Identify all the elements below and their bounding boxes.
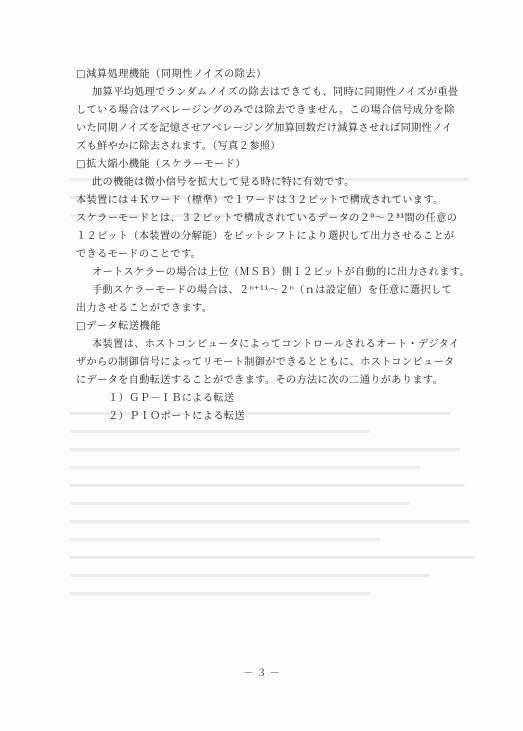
body-line: スケラーモードとは、３２ビットで構成されているデータの２⁰～２³¹間の任意の <box>76 213 458 224</box>
body-line: 加算平均処理でランダムノイズの除去はできても、同時に同期性ノイズが重畳 <box>92 87 459 98</box>
bleed-through-mark <box>70 484 465 487</box>
bleed-through-mark <box>70 520 470 523</box>
body-line: １２ビット（本装置の分解能）をビットシフトにより選択して出力させることが <box>76 231 455 242</box>
bleed-through-mark <box>70 592 370 595</box>
list-item: ２）ＰＩＯポートによる転送 <box>108 411 245 422</box>
list-item: １）ＧＰ－ＩＢによる転送 <box>108 393 235 404</box>
bleed-through-mark <box>70 430 370 433</box>
body-line: にデータを自動転送することができます。その方法に次の二通りがあります。 <box>76 375 444 386</box>
body-line: ズも鮮やかに除去されます。（写真２参照） <box>76 141 281 152</box>
body-line: 本装置には４Ｋワード（標準）で１ワードは３２ビットで構成されています。 <box>76 195 444 206</box>
bleed-through-mark <box>70 502 410 505</box>
bleed-through-mark <box>70 574 430 577</box>
body-line: 此の機能は微小信号を拡大して見る時に特に有効です。 <box>92 177 355 188</box>
section-heading-scaler: □拡大縮小機能（スケラーモード） <box>76 159 247 170</box>
section-heading-subtraction: □減算処理機能（同期性ノイズの除去） <box>76 69 267 80</box>
body-line: 本装置は、ホストコンピュータによってコントロールされるオート・デジタイ <box>92 339 460 350</box>
bleed-through-mark <box>70 538 380 541</box>
body-line: している場合はアベレージングのみでは除去できません。この場合信号成分を除 <box>76 105 455 116</box>
body-line: 出力させることができます。 <box>76 303 213 314</box>
body-line: ザからの制御信号によってリモート制御ができるとともに、ホストコンピュータ <box>76 357 455 368</box>
bleed-through-mark <box>70 448 460 451</box>
body-line: できるモードのことです。 <box>76 249 202 260</box>
section-heading-data-transfer: □データ転送機能 <box>76 321 161 332</box>
bleed-through-mark <box>70 466 420 469</box>
body-line: オートスケラーの場合は上位（ＭＳＢ）側１２ビットが自動的に出力されます。 <box>92 267 471 278</box>
body-line: いた同期ノイズを記憶させアベレージング加算回数だけ減算させれば同期性ノイ <box>76 123 453 134</box>
body-line: 手動スケラーモードの場合は、２ⁿ⁺¹¹～２ⁿ（ｎは設定値）を任意に選択して <box>92 285 453 296</box>
page-number: － ３ － <box>243 668 280 679</box>
bleed-through-mark <box>70 556 475 559</box>
